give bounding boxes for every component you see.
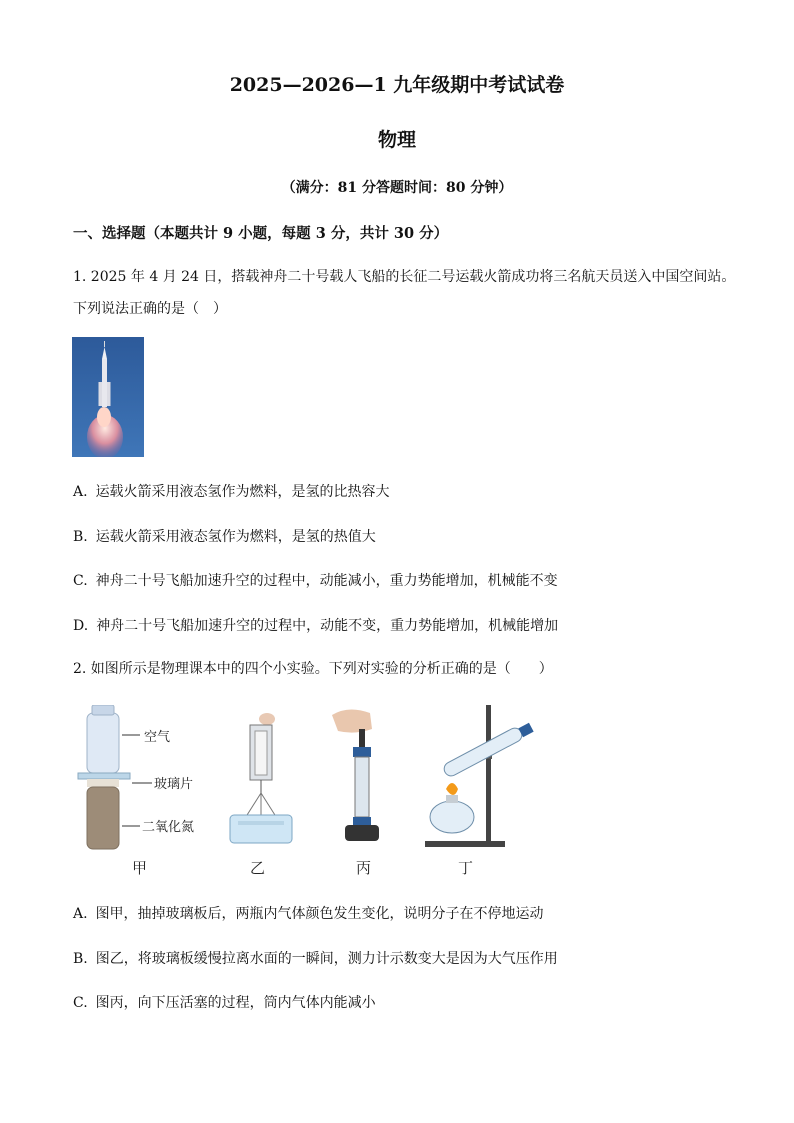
option-text: 图丙，向下压活塞的过程，筒内气体内能减小 [95, 995, 376, 1011]
rocket-launch-image [72, 337, 144, 457]
q1-option-b[interactable] [73, 526, 376, 546]
option-text: 运载火箭采用液态氢作为燃料，是氢的比热容大 [95, 484, 390, 500]
question-1-line-1: 1. 2025 年 4 月 24 日，搭载神舟二十号载人飞船的长征二号运载火箭成功将三名航天员送入中国空间站。 [73, 269, 736, 285]
test-tube-heating-illustration [425, 705, 534, 847]
option-text: 图乙，将玻璃板缓慢拉离水面的一瞬间，测力计示数变大是因为大气压作用 [95, 951, 558, 967]
diffusion-bottles-illustration [78, 705, 152, 849]
q1-option-d[interactable] [73, 615, 558, 635]
option-text: 神舟二十号飞船加速升空的过程中，动能不变，重力势能增加，机械能增加 [96, 618, 559, 634]
section-heading: 一、选择题（本题共计 9 小题，每题 3 分，共计 30 分） [73, 225, 449, 242]
question-2-stem: 2. 如图所示是物理课本中的四个小实验。下列对实验的分析正确的是（ ） [73, 661, 553, 677]
option-text: 图甲，抽掉玻璃板后，两瓶内气体颜色发生变化，说明分子在不停地运动 [95, 906, 544, 922]
subject-title: 物理 [377, 129, 416, 151]
option-letter: C. [73, 573, 88, 589]
q2-option-c[interactable] [73, 992, 376, 1012]
q1-option-c[interactable] [73, 570, 558, 590]
panel-label-yi: 乙 [250, 859, 266, 877]
q2-option-a[interactable] [73, 903, 544, 923]
option-letter: B. [73, 529, 88, 545]
option-letter: D. [73, 618, 89, 634]
question-1-line-2: 下列说法正确的是（ ） [73, 301, 227, 317]
exam-title: 2025—2026—1 九年级期中考试试卷 [229, 74, 565, 96]
option-letter: A. [73, 484, 88, 500]
panel-label-bing: 丙 [356, 859, 372, 877]
label-no2: 二氧化氮 [142, 820, 195, 835]
option-letter: C. [73, 995, 88, 1011]
q2-option-b[interactable] [73, 948, 558, 968]
q1-option-a[interactable] [73, 481, 390, 501]
panel-label-jia: 甲 [132, 859, 148, 877]
exam-meta: （满分：81 分答题时间：80 分钟） [281, 180, 513, 196]
panel-label-ding: 丁 [458, 859, 474, 877]
option-letter: A. [73, 906, 88, 922]
spring-scale-illustration [230, 713, 292, 843]
option-letter: B. [73, 951, 88, 967]
experiments-figure [70, 705, 550, 880]
option-text: 运载火箭采用液态氢作为燃料，是氢的热值大 [95, 529, 376, 545]
label-air: 空气 [144, 730, 171, 745]
compression-cylinder-illustration [332, 709, 379, 841]
option-text: 神舟二十号飞船加速升空的过程中，动能减小，重力势能增加，机械能不变 [95, 573, 558, 589]
label-glass: 玻璃片 [154, 777, 194, 792]
